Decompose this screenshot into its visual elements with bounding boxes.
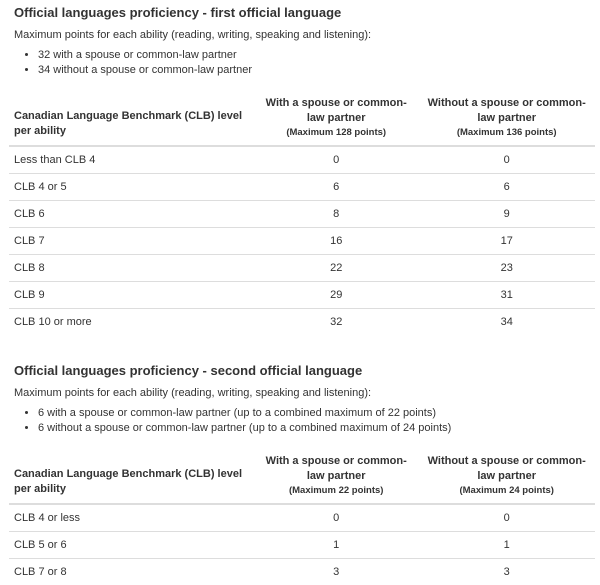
clb-level-cell: CLB 10 or more bbox=[9, 309, 254, 336]
with-spouse-points-cell: 29 bbox=[254, 282, 418, 309]
clb-level-cell: CLB 8 bbox=[9, 255, 254, 282]
without-spouse-points-cell: 17 bbox=[418, 228, 595, 255]
table-row bbox=[9, 146, 595, 174]
with-spouse-points-cell: 1 bbox=[254, 532, 418, 559]
column-header-without-spouse bbox=[418, 91, 595, 146]
header-label: With a spouse or common-law partner bbox=[266, 97, 407, 124]
table-row bbox=[9, 559, 595, 585]
section-title: Official languages proficiency - second official language bbox=[14, 363, 586, 379]
clb-level-cell: CLB 5 or 6 bbox=[9, 532, 254, 559]
with-spouse-points-cell: 0 bbox=[254, 504, 418, 532]
second-language-section bbox=[14, 363, 586, 585]
without-spouse-points-cell: 6 bbox=[418, 174, 595, 201]
without-spouse-points-cell: 0 bbox=[418, 146, 595, 174]
header-max-points: (Maximum 128 points) bbox=[258, 126, 414, 139]
column-header-with-spouse bbox=[254, 449, 418, 504]
clb-level-cell: Less than CLB 4 bbox=[9, 146, 254, 174]
column-header-without-spouse bbox=[418, 449, 595, 504]
with-spouse-points-cell: 3 bbox=[254, 559, 418, 585]
clb-level-cell: CLB 7 or 8 bbox=[9, 559, 254, 585]
header-label: Canadian Language Benchmark (CLB) level per ability bbox=[14, 468, 242, 495]
without-spouse-points-cell: 3 bbox=[418, 559, 595, 585]
second-language-table bbox=[9, 449, 595, 585]
points-list bbox=[14, 406, 586, 436]
without-spouse-points-cell: 1 bbox=[418, 532, 595, 559]
first-language-section bbox=[14, 5, 586, 335]
header-label: Without a spouse or common-law partner bbox=[428, 97, 586, 124]
clb-level-cell: CLB 4 or 5 bbox=[9, 174, 254, 201]
column-header-with-spouse bbox=[254, 91, 418, 146]
column-header-clb bbox=[9, 91, 254, 146]
table-row bbox=[9, 532, 595, 559]
section-intro: Maximum points for each ability (reading, writing, speaking and listening): bbox=[14, 386, 586, 400]
column-header-clb bbox=[9, 449, 254, 504]
header-label: With a spouse or common-law partner bbox=[266, 455, 407, 482]
table-row bbox=[9, 309, 595, 336]
header-max-points: (Maximum 24 points) bbox=[422, 484, 591, 497]
header-max-points: (Maximum 22 points) bbox=[258, 484, 414, 497]
table-row bbox=[9, 255, 595, 282]
section-title: Official languages proficiency - first official language bbox=[14, 5, 586, 21]
without-spouse-points-cell: 23 bbox=[418, 255, 595, 282]
table-row bbox=[9, 201, 595, 228]
clb-level-cell: CLB 4 or less bbox=[9, 504, 254, 532]
with-spouse-points-cell: 8 bbox=[254, 201, 418, 228]
without-spouse-points-cell: 31 bbox=[418, 282, 595, 309]
table-row bbox=[9, 174, 595, 201]
list-item: • 32 with a spouse or common-law partner bbox=[38, 48, 586, 63]
with-spouse-points-cell: 32 bbox=[254, 309, 418, 336]
table-row bbox=[9, 228, 595, 255]
list-item: • 34 without a spouse or common-law partner bbox=[38, 63, 586, 78]
without-spouse-points-cell: 0 bbox=[418, 504, 595, 532]
table-header-row bbox=[9, 91, 595, 146]
header-label: Without a spouse or common-law partner bbox=[428, 455, 586, 482]
without-spouse-points-cell: 9 bbox=[418, 201, 595, 228]
with-spouse-points-cell: 6 bbox=[254, 174, 418, 201]
with-spouse-points-cell: 0 bbox=[254, 146, 418, 174]
list-item: • 6 without a spouse or common-law partner (up to a combined maximum of 24 points) bbox=[38, 421, 586, 436]
without-spouse-points-cell: 34 bbox=[418, 309, 595, 336]
header-label: Canadian Language Benchmark (CLB) level per ability bbox=[14, 110, 242, 137]
clb-level-cell: CLB 9 bbox=[9, 282, 254, 309]
section-intro: Maximum points for each ability (reading, writing, speaking and listening): bbox=[14, 28, 586, 42]
with-spouse-points-cell: 16 bbox=[254, 228, 418, 255]
table-header-row bbox=[9, 449, 595, 504]
table-row bbox=[9, 282, 595, 309]
first-language-table bbox=[9, 91, 595, 335]
with-spouse-points-cell: 22 bbox=[254, 255, 418, 282]
header-max-points: (Maximum 136 points) bbox=[422, 126, 591, 139]
clb-level-cell: CLB 6 bbox=[9, 201, 254, 228]
clb-level-cell: CLB 7 bbox=[9, 228, 254, 255]
points-list bbox=[14, 48, 586, 78]
list-item: • 6 with a spouse or common-law partner (up to a combined maximum of 22 points) bbox=[38, 406, 586, 421]
table-row bbox=[9, 504, 595, 532]
